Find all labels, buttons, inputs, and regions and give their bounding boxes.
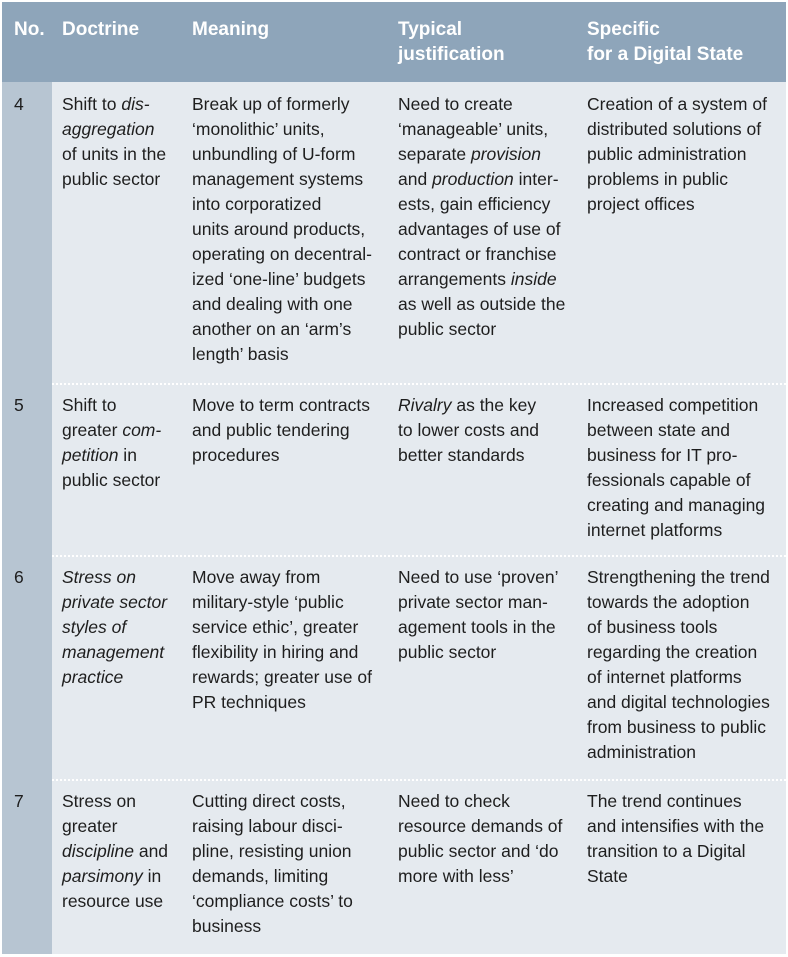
header-meaning: Meaning [192, 19, 270, 40]
cell-line [192, 690, 372, 715]
row-divider [52, 555, 786, 557]
header-no: No. [14, 19, 45, 40]
text: length’ basis [192, 344, 289, 364]
cell-line [62, 615, 167, 640]
text: fessionals capable of [587, 470, 751, 490]
italic-text: private sector [62, 592, 168, 612]
text: operating on decentral- [192, 244, 372, 264]
text: units around products, [192, 219, 366, 239]
text: in [118, 445, 137, 465]
text: and [398, 169, 433, 189]
text: and dealing with one [192, 294, 353, 314]
cell-line [587, 740, 770, 765]
text: private sector man- [398, 592, 548, 612]
text: Break up of formerly [192, 94, 350, 114]
text: contract or franchise [398, 244, 557, 264]
justification-cell [398, 92, 565, 342]
text: separate [398, 144, 471, 164]
italic-text: styles of [62, 617, 127, 637]
text: Strengthening the trend [587, 567, 770, 587]
text: Cutting direct costs, [192, 791, 346, 811]
doctrine-cell [62, 789, 168, 914]
cell-line [62, 839, 168, 864]
cell-line [398, 242, 565, 267]
text: towards the adoption [587, 592, 750, 612]
cell-line [62, 92, 166, 117]
text: regarding the creation [587, 642, 758, 662]
text: rewards; greater use of [192, 667, 372, 687]
text: ized ‘one-line’ budgets [192, 269, 366, 289]
text: from business to public [587, 717, 766, 737]
text: into corporatized [192, 194, 322, 214]
cell-line [587, 715, 770, 740]
cell-line [62, 590, 167, 615]
italic-text: Stress on [62, 567, 136, 587]
justification-cell [398, 393, 539, 468]
text: as well as outside the [398, 294, 566, 314]
italic-text: parsimony [62, 866, 143, 886]
cell-line [62, 889, 168, 914]
header-specific-line: Specific [587, 19, 660, 40]
text: Need to check [398, 791, 510, 811]
cell-line [192, 217, 372, 242]
cell-line [192, 889, 353, 914]
doctrine-cell [62, 565, 167, 690]
cell-line [587, 418, 765, 443]
header-doctrine: Doctrine [62, 19, 140, 40]
text: inter- [513, 169, 559, 189]
cell-line [398, 864, 562, 889]
text: public administration [587, 144, 747, 164]
cell-line [62, 418, 161, 443]
text: business [192, 916, 262, 936]
text: Shift to [62, 94, 122, 114]
cell-line [398, 192, 565, 217]
cell-line [192, 342, 372, 367]
text: and digital technologies [587, 692, 770, 712]
text: greater [62, 420, 123, 440]
italic-text: inside [510, 269, 557, 289]
cell-line [587, 192, 767, 217]
meaning-cell [192, 565, 372, 715]
cell-line [587, 493, 765, 518]
cell-line [398, 317, 565, 342]
italic-text: dis- [121, 94, 150, 114]
text: agement tools in the [398, 617, 556, 637]
text: ests, gain efficiency [398, 194, 551, 214]
cell-line [192, 864, 353, 889]
cell-line [192, 814, 353, 839]
text: resource demands of [398, 816, 563, 836]
cell-line [587, 117, 767, 142]
text: better standards [398, 445, 525, 465]
cell-line [398, 292, 565, 317]
text: in [142, 866, 162, 886]
specific-cell [587, 789, 764, 889]
cell-line [398, 217, 565, 242]
text: The trend continues [587, 791, 742, 811]
text: procedures [192, 445, 280, 465]
specific-cell [587, 393, 765, 543]
text: flexibility in hiring and [192, 642, 359, 662]
text: military-style ‘public [192, 592, 344, 612]
meaning-cell [192, 789, 353, 939]
cell-line [587, 468, 765, 493]
text: as the key [451, 395, 537, 415]
row-number: 4 [14, 94, 24, 114]
cell-line [587, 443, 765, 468]
cell-line [192, 789, 353, 814]
text: resource use [62, 891, 164, 911]
header-justification-line: Typical [398, 19, 463, 40]
italic-text: discipline [62, 841, 134, 861]
cell-line [398, 267, 565, 292]
cell-line [192, 192, 372, 217]
text: and [133, 841, 169, 861]
cell-line [62, 142, 166, 167]
cell-line [192, 590, 372, 615]
cell-line [192, 117, 372, 142]
text: another on an ‘arm’s [192, 319, 352, 339]
cell-line [398, 590, 559, 615]
cell-line [398, 640, 559, 665]
text: of business tools [587, 617, 718, 637]
text: service ethic’, greater [192, 617, 359, 637]
cell-line [587, 690, 770, 715]
text: problems in public [587, 169, 729, 189]
text: PR techniques [192, 692, 306, 712]
header-justification-line: justification [398, 44, 505, 65]
cell-line [192, 665, 372, 690]
italic-text: production [432, 169, 514, 189]
cell-line [587, 789, 764, 814]
cell-line [398, 789, 562, 814]
justification-cell [398, 789, 562, 889]
text: Increased competition [587, 395, 759, 415]
text: Shift to [62, 395, 117, 415]
cell-line [587, 665, 770, 690]
text: to lower costs and [398, 420, 540, 440]
text: greater [62, 816, 118, 836]
text: transition to a Digital [587, 841, 746, 861]
specific-cell [587, 565, 770, 765]
cell-line [398, 167, 565, 192]
cell-line [192, 292, 372, 317]
cell-line [192, 317, 372, 342]
row-number: 7 [14, 791, 24, 811]
cell-line [192, 914, 353, 939]
cell-line [62, 665, 167, 690]
italic-text: management [62, 642, 165, 662]
text: ‘monolithic’ units, [192, 119, 325, 139]
text: advantages of use of [398, 219, 561, 239]
italic-text: aggregation [62, 119, 155, 139]
meaning-cell [192, 393, 370, 468]
cell-line [62, 640, 167, 665]
cell-line [62, 814, 168, 839]
cell-line [192, 839, 353, 864]
text: public sector [62, 169, 161, 189]
cell-line [62, 167, 166, 192]
cell-line [587, 393, 765, 418]
cell-line [192, 393, 370, 418]
specific-cell [587, 92, 767, 217]
text: public sector [398, 642, 497, 662]
cell-line [192, 92, 372, 117]
italic-text: com- [122, 420, 162, 440]
text: Need to use ‘proven’ [398, 567, 559, 587]
cell-line [62, 565, 167, 590]
italic-text: provision [470, 144, 542, 164]
cell-line [398, 814, 562, 839]
text: internet platforms [587, 520, 723, 540]
cell-line [587, 839, 764, 864]
cell-line [587, 92, 767, 117]
text: and public tendering [192, 420, 350, 440]
cell-line [62, 443, 161, 468]
text: Move to term contracts [192, 395, 370, 415]
row-number: 5 [14, 395, 24, 415]
cell-line [398, 418, 539, 443]
text: and intensifies with the [587, 816, 765, 836]
cell-line [62, 468, 161, 493]
cell-line [587, 565, 770, 590]
cell-line [192, 565, 372, 590]
row-divider [52, 383, 786, 385]
cell-line [398, 615, 559, 640]
header-specific [587, 17, 743, 67]
text: Move away from [192, 567, 321, 587]
text: more with less’ [398, 866, 514, 886]
cell-line [62, 393, 161, 418]
doctrine-table [2, 2, 786, 954]
row-divider [52, 779, 786, 781]
row-number: 6 [14, 567, 24, 587]
cell-line [398, 565, 559, 590]
text: ‘compliance costs’ to [192, 891, 353, 911]
text: ‘manageable’ units, [398, 119, 549, 139]
cell-line [587, 615, 770, 640]
header-justification [398, 17, 505, 67]
cell-line [587, 814, 764, 839]
cell-line [398, 92, 565, 117]
text: public sector [398, 319, 497, 339]
text: distributed solutions of [587, 119, 762, 139]
text: business for IT pro- [587, 445, 738, 465]
justification-cell [398, 565, 559, 665]
cell-line [62, 864, 168, 889]
cell-line [587, 167, 767, 192]
text: arrangements [398, 269, 511, 289]
cell-line [192, 418, 370, 443]
text: of internet platforms [587, 667, 742, 687]
cell-line [398, 443, 539, 468]
cell-line [587, 518, 765, 543]
cell-line [398, 142, 565, 167]
cell-line [192, 167, 372, 192]
text: Need to create [398, 94, 513, 114]
cell-line [62, 789, 168, 814]
meaning-cell [192, 92, 372, 367]
italic-text: petition [62, 445, 119, 465]
cell-line [192, 242, 372, 267]
text: State [587, 866, 628, 886]
cell-line [587, 590, 770, 615]
text: public sector [62, 470, 161, 490]
text: project offices [587, 194, 695, 214]
cell-line [192, 443, 370, 468]
cell-line [192, 640, 372, 665]
doctrine-cell [62, 393, 161, 493]
cell-line [587, 142, 767, 167]
text: between state and [587, 420, 731, 440]
cell-line [398, 117, 565, 142]
cell-line [192, 267, 372, 292]
text: administration [587, 742, 696, 762]
text: unbundling of U-form [192, 144, 356, 164]
text: demands, limiting [192, 866, 329, 886]
number-column [2, 82, 52, 954]
cell-line [398, 393, 539, 418]
cell-line [587, 640, 770, 665]
text: Stress on [62, 791, 136, 811]
text: pline, resisting union [192, 841, 352, 861]
table-header [2, 2, 786, 82]
italic-text: Rivalry [398, 395, 452, 415]
cell-line [62, 117, 166, 142]
cell-line [192, 615, 372, 640]
text: Creation of a system of [587, 94, 767, 114]
italic-text: practice [62, 667, 124, 687]
header-specific-line: for a Digital State [587, 44, 744, 65]
text: raising labour disci- [192, 816, 343, 836]
text: of units in the [62, 144, 167, 164]
doctrine-cell [62, 92, 166, 192]
cell-line [398, 839, 562, 864]
text: creating and managing [587, 495, 766, 515]
text: public sector and ‘do [398, 841, 559, 861]
cell-line [587, 864, 764, 889]
text: management systems [192, 169, 364, 189]
cell-line [192, 142, 372, 167]
